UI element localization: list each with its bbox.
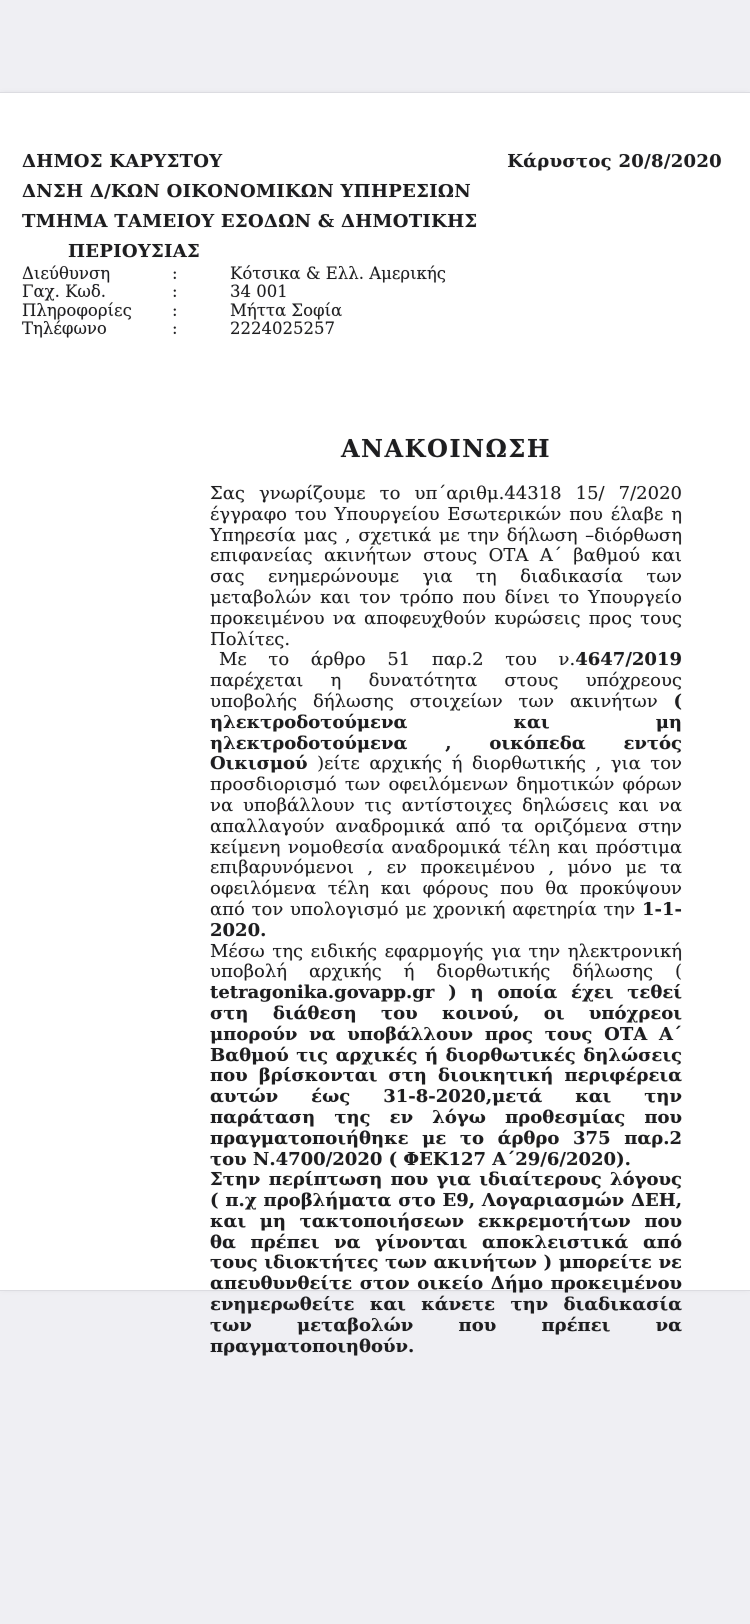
announcement-title: ΑΝΑΚΟΙΝΩΣΗ bbox=[340, 434, 552, 463]
announcement-body bbox=[210, 484, 682, 1357]
paragraph-law-4647: Με το άρθρο 51 παρ.2 του ν.4647/2019 παρέχεται η δυνατότητα στους υπόχρεους υποβολής δήλωσης στοιχείων των ακινήτων ( ηλεκτροδοτούμενα και μη ηλεκτροδοτούμενα , οικόπεδα εντός Οικισμού )είτε αρχικής ή διορθωτικής , για τον προσδιορισμό των οφειλόμενων δημοτικών φόρων να υποβάλλουν τις αντίστοιχες δηλώσεις και να απαλλαγούν αναδρομικά από τα οριζόμενα στην κείμενη νομοθεσία αναδρομικά τέλη και πρόστιμα επιβαρυνόμενοι , εν προκειμένου , μόνο με τα οφειλόμενα τέλη και φόρους που θα προκύψουν από τον υπολογισμό με χρονική αφετηρία την 1-1-2020. bbox=[210, 649, 682, 941]
paragraph-platform: Μέσω της ειδικής εφαρμογής για την ηλεκτρονική υποβολή αρχικής ή διορθωτικής δήλωσης ( tetragonika.govapp.gr ) η οποία έχει τεθεί στη διάθεση του κοινού, οι υπόχρεοι μπορούν να υποβάλλουν προς τους ΟΤΑ Α΄ Βαθμού τις αρχικές ή διορθωτικές δηλώσεις που βρίσκονται στη διοικητική περιφέρεια αυτών έως 31-8-2020,μετά και την παράταση της εν λόγω προθεσμίας που πραγματοποιήθηκε με το άρθρο 375 παρ.2 του Ν.4700/2020 ( ΦΕΚ127 Α΄29/6/2020). bbox=[210, 940, 682, 1170]
place-and-date: Κάρυστος 20/8/2020 bbox=[507, 151, 722, 172]
contact-separator: : bbox=[172, 319, 178, 339]
document-header bbox=[22, 147, 722, 267]
platform-details-bold: tetragonika.govapp.gr ) η οποία έχει τεθεί στη διάθεση του κοινού, οι υπόχρεοι μπορούν να υποβάλλουν προς τους ΟΤΑ Α΄ Βαθμού τις αρχικές ή διορθωτικές δηλώσεις που βρίσκονται στη διοικητική περιφέρεια αυτών έως 31-8-2020,μετά και την παράταση της εν λόγω προθεσμίας που πραγματοποιήθηκε με το άρθρο 375 παρ.2 του Ν.4700/2020 ( ΦΕΚ127 Α΄29/6/2020). bbox=[210, 982, 682, 1170]
law-number-bold: 4647/2019 bbox=[575, 649, 682, 671]
contact-value: Κότσικα & Ελλ. Αμερικής bbox=[230, 264, 446, 283]
municipality-name: ΔΗΜΟΣ ΚΑΡΥΣΤΟΥ bbox=[22, 151, 223, 172]
contact-info-block bbox=[22, 265, 642, 339]
contact-label: Διεύθυνση bbox=[22, 264, 111, 283]
contact-label: Πληροφορίες bbox=[22, 300, 132, 320]
contact-separator: : bbox=[172, 300, 178, 320]
contact-label: Γαχ. Κωδ. bbox=[22, 282, 107, 302]
contact-separator: : bbox=[172, 264, 178, 283]
contact-separator: : bbox=[172, 282, 178, 302]
document-page[interactable] bbox=[0, 93, 750, 1357]
department-line: ΤΜΗΜΑ ΤΑΜΕΙΟΥ ΕΣΟΔΩΝ & ΔΗΜΟΤΙΚΗΣ bbox=[22, 211, 478, 232]
paragraph-intro: Σας γνωρίζουμε το υπ΄αριθμ.44318 15/ 7/2020 έγγραφο του Υπουργείου Εσωτερικών που έλαβε η Υπηρεσία μας , σχετικά με την δήλωση –διόρθωση επιφανείας ακινήτων στους ΟΤΑ Α΄ βαθμού και σας ενημερώνουμε για τη διαδικασία των μεταβολών και τον τρόπο που δίνει το Υπουργείο προκειμένου να αποφευχθούν κυρώσεις προς τους Πολίτες. bbox=[210, 483, 682, 650]
contact-value: Μήττα Σοφία bbox=[230, 300, 343, 320]
directorate-line: ΔΝΣΗ Δ/ΚΩΝ ΟΙΚΟΝΟΜΙΚΩΝ ΥΠΗΡΕΣΙΩΝ bbox=[22, 181, 471, 202]
contact-value: 34 001 bbox=[230, 282, 288, 302]
property-types-bold: ( ηλεκτροδοτούμενα και μη ηλεκτροδοτούμενα , οικόπεδα εντός Οικισμού bbox=[210, 690, 682, 775]
date-bold: 1-1-2020. bbox=[210, 898, 682, 941]
paragraph-exceptions: Στην περίπτωση που για ιδιαίτερους λόγους ( π.χ προβλήματα στο Ε9, Λογαριασμών ΔΕΗ, και μη τακτοποιήσεων εκκρεμοτήτων που θα πρέπει να γίνονται αποκλειστικά από τους ιδιοκτήτες των ακινήτων ) μπορείτε νε απευθυνθείτε στον οικείο Δήμο προκειμένου ενημερωθείτε και κάνετε την διαδικασία των μεταβολών που πρέπει να πραγματοποιηθούν. bbox=[210, 1169, 682, 1357]
department-line-cont: ΠΕΡΙΟΥΣΙΑΣ bbox=[68, 241, 201, 262]
contact-value: 2224025257 bbox=[230, 319, 335, 339]
contact-label: Τηλέφωνο bbox=[22, 319, 107, 339]
